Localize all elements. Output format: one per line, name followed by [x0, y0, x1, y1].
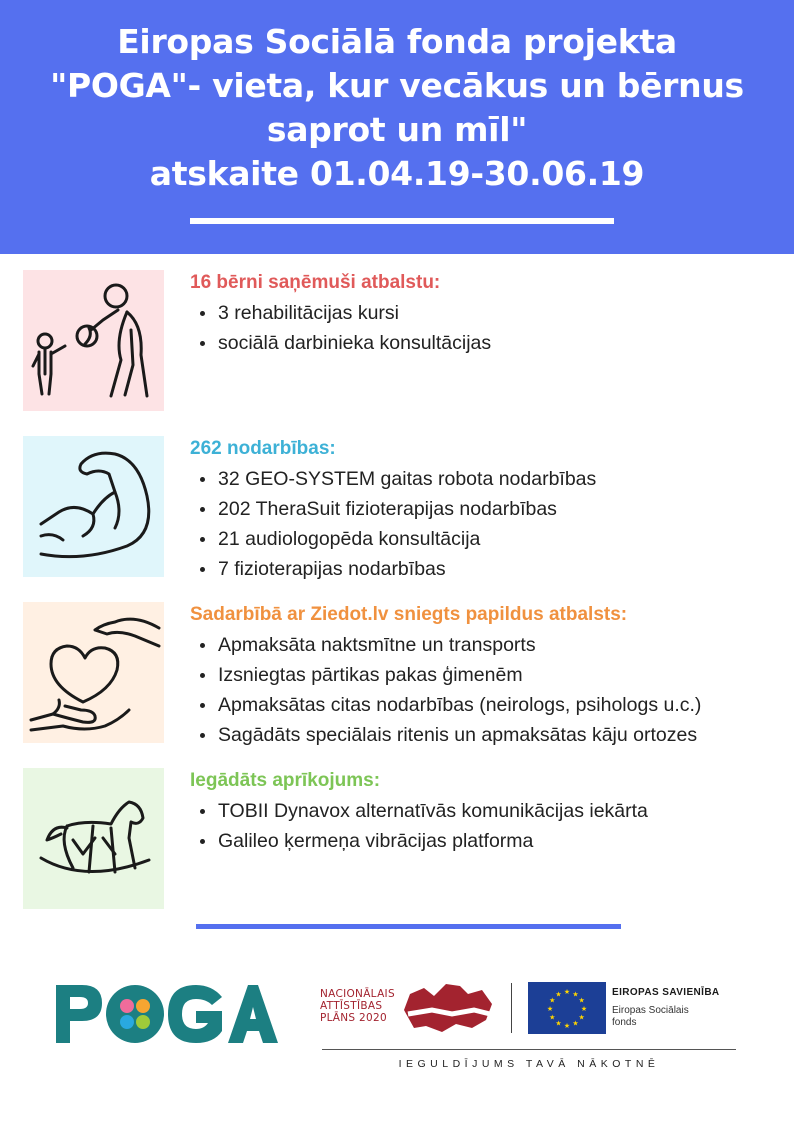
eu-sub-line: fonds: [612, 1017, 637, 1028]
hands-heart-icon: [23, 602, 164, 743]
section-list: [190, 464, 596, 584]
section-heading: 262 nodarbības:: [190, 438, 336, 459]
svg-text:★: ★: [546, 1005, 554, 1013]
list-item: sociālā darbinieka konsultācijas: [190, 328, 491, 358]
flexed-arm-icon: [23, 436, 164, 577]
section-list: [190, 298, 491, 358]
slogan: IEGULDĪJUMS TAVĀ NĀKOTNĒ: [398, 1058, 660, 1070]
title-line-2: "POGA"- vieta, kur vecākus un bērnus: [50, 66, 744, 105]
latvia-map-icon: [402, 980, 494, 1036]
slogan-divider: [322, 1049, 736, 1050]
eu-subtitle: [612, 1005, 689, 1029]
svg-text:★: ★: [549, 996, 556, 1005]
svg-text:★: ★: [555, 990, 562, 999]
list-item: Apmaksātas citas nodarbības (neirologs, psihologs u.c.): [190, 690, 701, 720]
header-divider: [190, 218, 614, 224]
nap-logo-text: [320, 988, 395, 1024]
section-list: [190, 796, 648, 856]
section-heading: Iegādāts aprīkojums:: [190, 770, 381, 791]
svg-text:★: ★: [563, 1022, 571, 1030]
title-line-1: Eiropas Sociālā fonda projekta: [117, 22, 677, 61]
svg-text:★: ★: [572, 1019, 579, 1028]
list-item: Galileo ķermeņa vibrācijas platforma: [190, 826, 648, 856]
list-item: Apmaksāta naktsmītne un transports: [190, 630, 701, 660]
nap-line: ATTĪSTĪBAS: [320, 1000, 383, 1012]
title-line-4: atskaite 01.04.19-30.06.19: [149, 154, 645, 193]
list-item: Sagādāts speciālais ritenis un apmaksātas kāju ortozes: [190, 720, 701, 750]
svg-text:★: ★: [578, 1013, 585, 1022]
title-line-3: saprot un mīl": [266, 110, 528, 149]
nap-line: NACIONĀLAIS: [320, 988, 395, 1000]
section-heading: Sadarbībā ar Ziedot.lv sniegts papildus atbalsts:: [190, 604, 628, 625]
section-list: [190, 630, 701, 750]
svg-text:★: ★: [580, 1005, 588, 1013]
footer-divider: [196, 924, 621, 929]
header-banner: [0, 0, 794, 254]
svg-text:★: ★: [563, 988, 571, 996]
section-heading: 16 bērni saņēmuši atbalstu:: [190, 272, 441, 293]
nap-line: PLĀNS 2020: [320, 1012, 387, 1024]
list-item: 32 GEO-SYSTEM gaitas robota nodarbības: [190, 464, 596, 494]
eu-sub-line: Eiropas Sociālais: [612, 1005, 689, 1016]
list-item: 202 TheraSuit fizioterapijas nodarbības: [190, 494, 596, 524]
list-item: TOBII Dynavox alternatīvās komunikācijas iekārta: [190, 796, 648, 826]
eu-title: EIROPAS SAVIENĪBA: [612, 987, 720, 998]
list-item: 21 audiologopēda konsultācija: [190, 524, 596, 554]
parent-child-ball-icon: [23, 270, 164, 411]
list-item: 7 fizioterapijas nodarbības: [190, 554, 596, 584]
rocking-horse-icon: [23, 768, 164, 909]
svg-text:★: ★: [572, 990, 579, 999]
list-item: 3 rehabilitācijas kursi: [190, 298, 491, 328]
eu-flag-icon: [528, 982, 606, 1034]
page-title: [40, 20, 754, 196]
svg-text:★: ★: [555, 1019, 562, 1028]
svg-text:★: ★: [578, 996, 585, 1005]
logo-divider: [511, 983, 512, 1033]
svg-text:★: ★: [549, 1013, 556, 1022]
list-item: Izsniegtas pārtikas pakas ģimenēm: [190, 660, 701, 690]
poga-logo: [56, 983, 278, 1045]
